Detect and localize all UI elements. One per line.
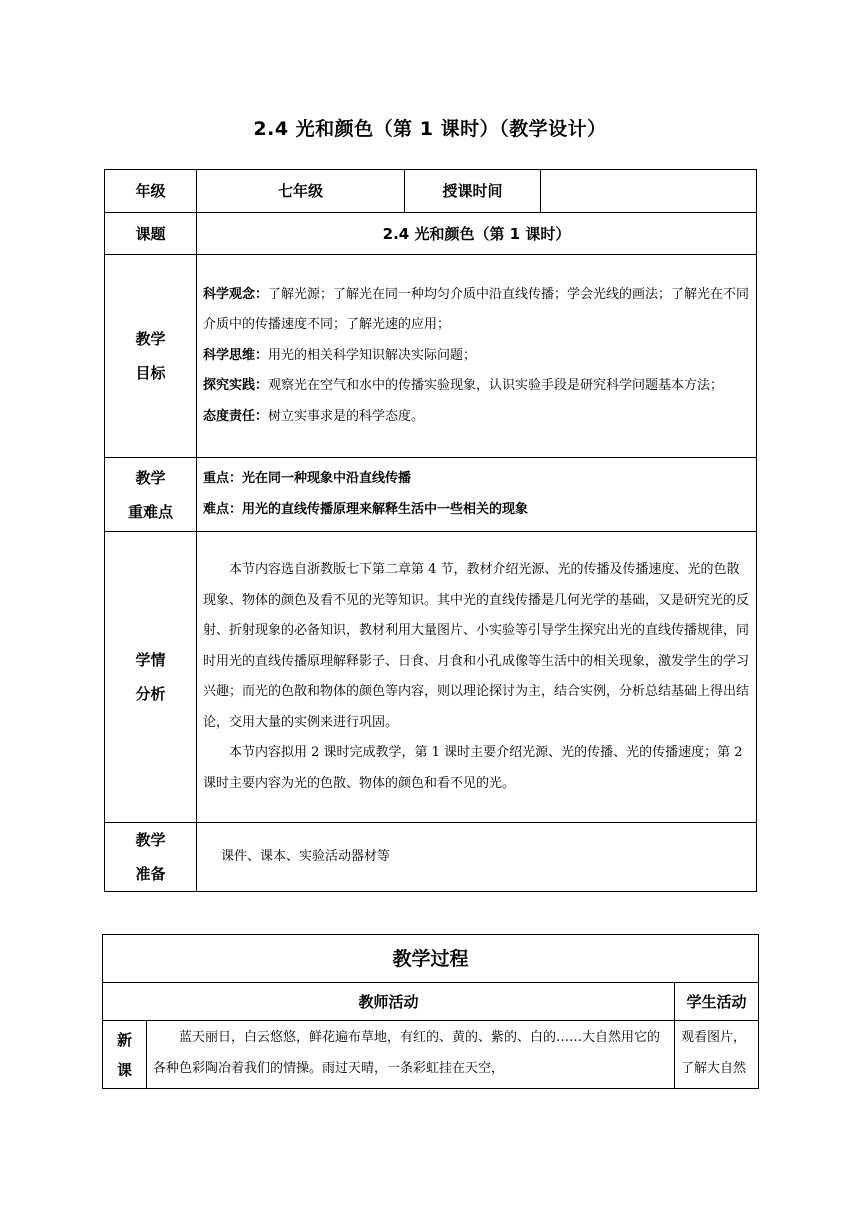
key-points-label: 教学 重难点 (105, 458, 197, 532)
objectives-label: 教学 目标 (105, 255, 197, 458)
analysis-paragraph: 本节内容拟用 2 课时完成教学，第 1 课时主要介绍光源、光的传播、光的传播速度；第 2 课时主要内容为光的色散、物体的颜色和看不见的光。 (203, 745, 743, 791)
analysis-content (197, 532, 757, 823)
student-activity-text: 观看图片，了解大自然 (675, 1021, 759, 1089)
time-label: 授课时间 (405, 170, 541, 213)
document-title: 2.4 光和颜色（第 1 课时）（教学设计） (253, 118, 607, 140)
preparation-label: 教学 准备 (105, 823, 197, 892)
lesson-info-table (104, 169, 757, 892)
student-activity-header: 学生活动 (675, 983, 759, 1021)
teacher-activity-header: 教师活动 (103, 983, 675, 1021)
difficult-point: 难点：用光的直线传播原理来解释生活中一些相关的现象 (203, 501, 529, 517)
objective-item: 科学观念：了解光源；了解光在同一种均匀介质中沿直线传播；学会光线的画法；了解光在不同介质中的传播速度不同；了解光速的应用； (203, 286, 750, 333)
grade-label: 年级 (105, 170, 197, 213)
objective-item: 科学思维：用光的相关科学知识解决实际问题； (203, 347, 477, 363)
teacher-activity-text: 蓝天丽日，白云悠悠，鲜花遍布草地，有红的、黄的、紫的、白的……大自然用它的各种色彩陶冶着我们的情操。雨过天晴，一条彩虹挂在天空， (147, 1021, 675, 1089)
preparation-content: 课件、课本、实验活动器材等 (197, 823, 757, 892)
teaching-process-table (102, 934, 759, 1089)
analysis-paragraph: 本节内容选自浙教版七下第二章第 4 节，教材介绍光源、光的传播及传播速度、光的色散现象、物体的颜色及看不见的光等知识。其中光的直线传播是几何光学的基础，又是研究光的反射、折射现象的必备知识，教材利用大量图片、小实验等引导学生探究出光的直线传播规律，同时用光的直线传播原理解释影子、日食、月食和小孔成像等生活中的相关现象，激发学生的学习兴趣；而光的色散和物体的颜色等内容，则以理论探讨为主，结合实例，分析总结基础上得出结论，交用大量的实例来进行巩固。 (203, 562, 750, 730)
objective-item: 态度责任：树立实事求是的科学态度。 (203, 408, 425, 424)
analysis-label: 学情 分析 (105, 532, 197, 823)
objective-item: 探究实践：观察光在空气和水中的传播实验现象，认识实验手段是研究科学问题基本方法； (203, 378, 724, 394)
new-lesson-label: 新 课 (103, 1021, 147, 1089)
time-value (541, 170, 757, 213)
key-points-content (197, 458, 757, 532)
objectives-content (197, 255, 757, 458)
process-title: 教学过程 (103, 935, 759, 983)
topic-label: 课题 (105, 213, 197, 255)
key-point: 重点：光在同一种现象中沿直线传播 (203, 471, 412, 486)
topic-value: 2.4 光和颜色（第 1 课时） (197, 213, 757, 255)
grade-value: 七年级 (197, 170, 405, 213)
